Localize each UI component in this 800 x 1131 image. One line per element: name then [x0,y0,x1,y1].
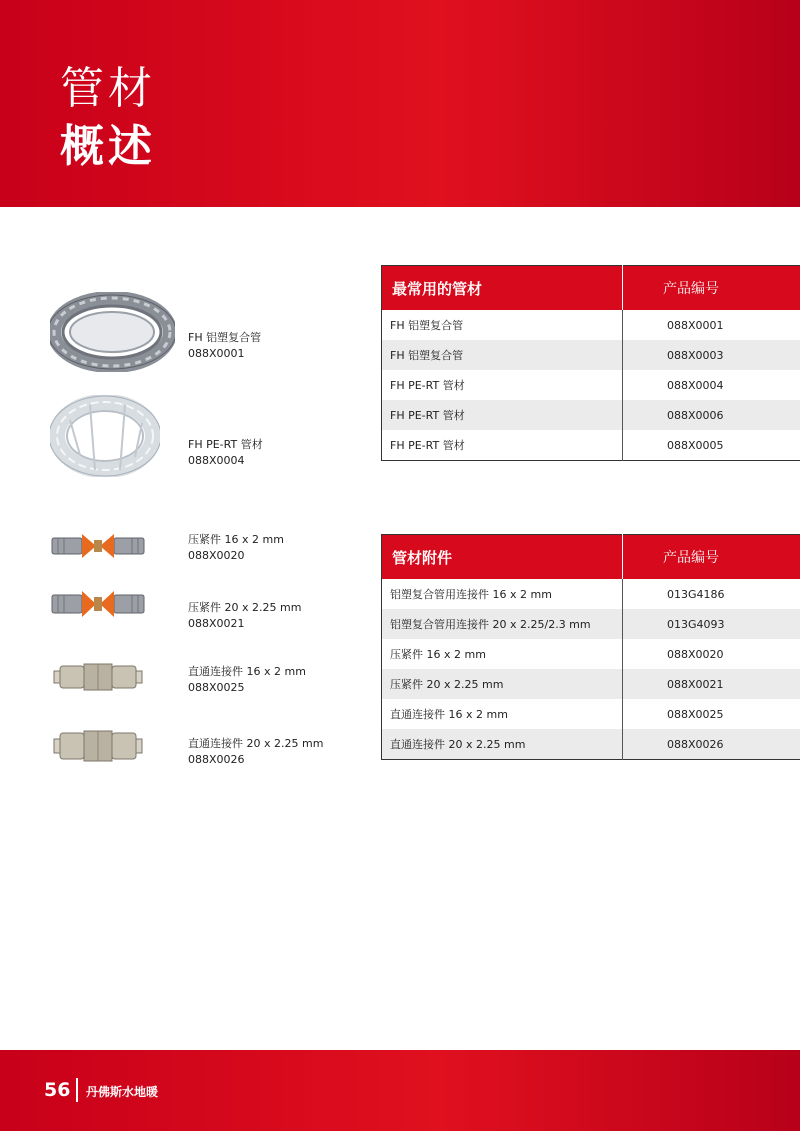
product-item [50,588,350,628]
cell-name: FH PE-RT 管材 [382,370,623,400]
table-header-code: 产品编号 [623,535,800,580]
cell-name: FH 铝塑复合管 [382,340,623,370]
cell-name: 压紧件 20 x 2.25 mm [382,669,623,699]
table-row [382,430,800,461]
cell-name: 直通连接件 16 x 2 mm [382,699,623,729]
table-header-name: 管材附件 [382,535,623,580]
product-name: 直通连接件 20 x 2.25 mm [188,737,324,750]
product-name: 压紧件 16 x 2 mm [188,533,284,546]
product-item [50,292,350,382]
product-item [50,660,350,700]
cell-code: 088X0003 [623,340,800,370]
cell-code: 013G4186 [667,587,725,601]
table-row [382,729,800,760]
table-header-code: 产品编号 [623,266,800,311]
footer-brand: 丹佛斯水地暖 [86,1085,159,1099]
product-code: 088X0026 [188,753,245,766]
table-row [382,400,800,430]
page-number: 56 [44,1079,71,1101]
header-banner [0,0,800,207]
product-name: FH PE-RT 管材 [188,438,263,451]
table-row [382,340,800,370]
product-code: 088X0025 [188,681,245,694]
product-item [50,530,350,570]
product-name: 压紧件 20 x 2.25 mm [188,601,302,614]
product-code: 088X0001 [188,347,245,360]
title-line-2: 概述 [60,121,156,172]
table-row [382,609,800,639]
cell-name: 铝塑复合管用连接件 20 x 2.25/2.3 mm [382,609,623,639]
product-name: FH 铝塑复合管 [188,331,262,344]
cell-name: 压紧件 16 x 2 mm [382,639,623,669]
product-name: 直通连接件 16 x 2 mm [188,665,306,678]
cell-code: 088X0026 [623,729,800,760]
pipe-coil-white-icon [50,395,160,477]
product-code: 088X0021 [188,617,245,630]
straight-connector-icon [50,728,146,764]
title-line-1: 管材 [60,63,156,114]
straight-connector-icon [50,660,146,694]
table-row [382,370,800,400]
cell-code: 088X0025 [667,707,724,721]
cell-code: 088X0005 [667,438,724,452]
product-code: 088X0020 [188,549,245,562]
table-row [382,669,800,699]
cell-name: 铝塑复合管用连接件 16 x 2 mm [382,579,623,609]
table-row [382,639,800,669]
cell-name: FH PE-RT 管材 [382,400,623,430]
cell-code: 088X0001 [667,318,724,332]
cell-code: 088X0020 [667,647,724,661]
table-row [382,310,800,340]
product-item [50,395,350,485]
pipes-table [381,265,800,461]
table-row [382,579,800,609]
pipe-coil-grey-icon [50,292,175,372]
product-code: 088X0004 [188,454,245,467]
cell-code: 013G4093 [623,609,800,639]
footer-banner [0,1050,800,1131]
cell-code: 088X0021 [623,669,800,699]
fittings-table [381,534,800,760]
cell-code: 088X0004 [667,378,724,392]
table-header-name: 最常用的管材 [382,266,623,311]
cell-code: 088X0006 [623,400,800,430]
product-item [50,728,350,768]
table-row [382,699,800,729]
cell-name: FH PE-RT 管材 [382,430,623,461]
press-fitting-icon [50,588,146,620]
press-fitting-icon [50,530,146,562]
footer-divider [76,1078,78,1102]
cell-name: FH 铝塑复合管 [382,310,623,340]
cell-name: 直通连接件 20 x 2.25 mm [382,729,623,760]
